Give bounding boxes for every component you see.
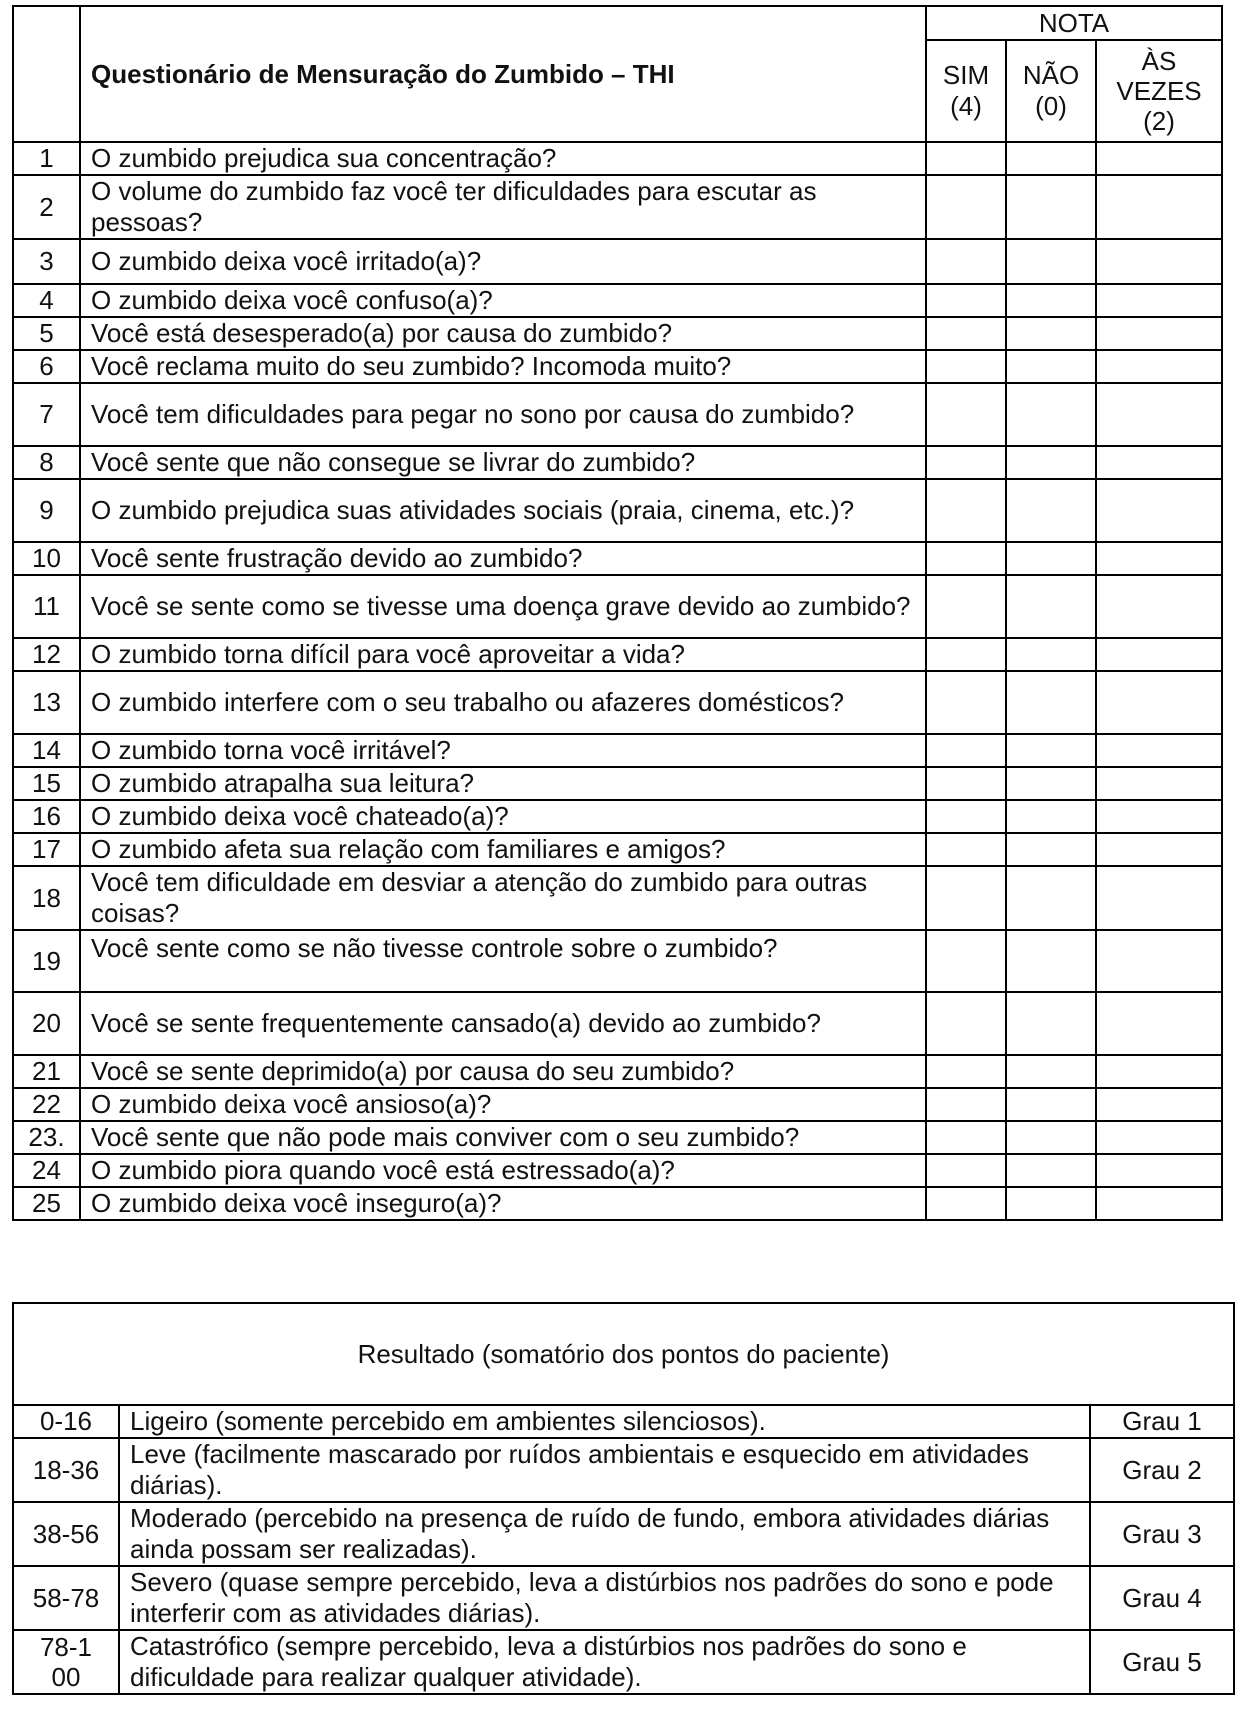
question-row — [13, 930, 1222, 992]
question-row — [13, 1154, 1222, 1187]
question-number: 16 — [13, 800, 80, 833]
question-number: 2 — [13, 175, 80, 239]
question-number: 21 — [13, 1055, 80, 1088]
answer-cell-as-vezes[interactable] — [1096, 239, 1222, 284]
grade-label: Grau 4 — [1090, 1566, 1234, 1630]
answer-cell-sim[interactable] — [926, 575, 1006, 638]
score-range: 78-100 — [13, 1630, 119, 1694]
answer-cell-nao[interactable] — [1006, 767, 1096, 800]
answer-cell-as-vezes[interactable] — [1096, 638, 1222, 671]
question-number: 12 — [13, 638, 80, 671]
answer-cell-as-vezes[interactable] — [1096, 930, 1222, 992]
answer-cell-as-vezes[interactable] — [1096, 1121, 1222, 1154]
answer-cell-sim[interactable] — [926, 383, 1006, 446]
column-header-sim — [926, 40, 1006, 142]
question-row — [13, 317, 1222, 350]
result-table — [12, 1302, 1235, 1695]
question-number: 11 — [13, 575, 80, 638]
answer-cell-nao[interactable] — [1006, 638, 1096, 671]
question-row — [13, 350, 1222, 383]
answer-cell-sim[interactable] — [926, 1121, 1006, 1154]
column-points: (4) — [950, 91, 982, 121]
answer-cell-as-vezes[interactable] — [1096, 800, 1222, 833]
question-text: O zumbido piora quando você está estressado(a)? — [80, 1154, 926, 1187]
question-text: Você reclama muito do seu zumbido? Incomoda muito? — [80, 350, 926, 383]
answer-cell-as-vezes[interactable] — [1096, 734, 1222, 767]
question-text: Você se sente como se tivesse uma doença grave devido ao zumbido? — [80, 575, 926, 638]
grade-label: Grau 2 — [1090, 1438, 1234, 1502]
answer-cell-sim[interactable] — [926, 930, 1006, 992]
severity-description: Leve (facilmente mascarado por ruídos ambientais e esquecido em atividades diárias). — [119, 1438, 1090, 1502]
answer-cell-nao[interactable] — [1006, 671, 1096, 734]
answer-cell-nao[interactable] — [1006, 542, 1096, 575]
question-row — [13, 542, 1222, 575]
severity-description: Severo (quase sempre percebido, leva a distúrbios nos padrões do sono e pode interferir com as atividades diárias). — [119, 1566, 1090, 1630]
answer-cell-as-vezes[interactable] — [1096, 446, 1222, 479]
question-number: 1 — [13, 142, 80, 175]
severity-description: Ligeiro (somente percebido em ambientes silenciosos). — [119, 1405, 1090, 1438]
result-row — [13, 1405, 1234, 1438]
answer-cell-sim[interactable] — [926, 1088, 1006, 1121]
question-text: Você sente frustração devido ao zumbido? — [80, 542, 926, 575]
answer-cell-as-vezes[interactable] — [1096, 1154, 1222, 1187]
question-number: 18 — [13, 866, 80, 930]
question-row — [13, 866, 1222, 930]
question-text: O zumbido deixa você irritado(a)? — [80, 239, 926, 284]
answer-cell-sim[interactable] — [926, 317, 1006, 350]
answer-cell-nao[interactable] — [1006, 446, 1096, 479]
score-range: 0-16 — [13, 1405, 119, 1438]
question-row — [13, 767, 1222, 800]
question-number: 25 — [13, 1187, 80, 1220]
question-text: O zumbido deixa você ansioso(a)? — [80, 1088, 926, 1121]
answer-cell-sim[interactable] — [926, 142, 1006, 175]
column-points: (2) — [1143, 106, 1175, 136]
answer-cell-nao[interactable] — [1006, 866, 1096, 930]
question-number: 6 — [13, 350, 80, 383]
answer-cell-sim[interactable] — [926, 1055, 1006, 1088]
answer-cell-nao[interactable] — [1006, 833, 1096, 866]
answer-cell-as-vezes[interactable] — [1096, 317, 1222, 350]
question-row — [13, 671, 1222, 734]
question-row — [13, 800, 1222, 833]
header-row-1 — [13, 6, 1222, 40]
answer-cell-as-vezes[interactable] — [1096, 383, 1222, 446]
answer-cell-sim[interactable] — [926, 446, 1006, 479]
severity-description: Moderado (percebido na presença de ruído de fundo, embora atividades diárias ainda possam ser realizadas). — [119, 1502, 1090, 1566]
answer-cell-sim[interactable] — [926, 833, 1006, 866]
answer-cell-nao[interactable] — [1006, 1154, 1096, 1187]
answer-cell-nao[interactable] — [1006, 992, 1096, 1055]
questionnaire-title: Questionário de Mensuração do Zumbido – THI — [80, 6, 926, 142]
grade-label: Grau 5 — [1090, 1630, 1234, 1694]
question-number: 3 — [13, 239, 80, 284]
question-row — [13, 734, 1222, 767]
question-text: Você se sente deprimido(a) por causa do seu zumbido? — [80, 1055, 926, 1088]
answer-cell-sim[interactable] — [926, 1154, 1006, 1187]
answer-cell-nao[interactable] — [1006, 142, 1096, 175]
answer-cell-as-vezes[interactable] — [1096, 284, 1222, 317]
answer-cell-nao[interactable] — [1006, 1121, 1096, 1154]
question-text: Você sente que não consegue se livrar do zumbido? — [80, 446, 926, 479]
answer-cell-as-vezes[interactable] — [1096, 992, 1222, 1055]
result-row — [13, 1438, 1234, 1502]
answer-cell-nao[interactable] — [1006, 1088, 1096, 1121]
answer-cell-sim[interactable] — [926, 1187, 1006, 1220]
answer-cell-nao[interactable] — [1006, 317, 1096, 350]
question-row — [13, 239, 1222, 284]
column-label: ÀS VEZES — [1116, 46, 1202, 106]
question-text: O zumbido torna difícil para você aproveitar a vida? — [80, 638, 926, 671]
answer-cell-as-vezes[interactable] — [1096, 142, 1222, 175]
answer-cell-nao[interactable] — [1006, 734, 1096, 767]
question-text: O zumbido interfere com o seu trabalho ou afazeres domésticos? — [80, 671, 926, 734]
answer-cell-as-vezes[interactable] — [1096, 767, 1222, 800]
question-text: O zumbido torna você irritável? — [80, 734, 926, 767]
result-row — [13, 1502, 1234, 1566]
question-number: 9 — [13, 479, 80, 542]
result-row — [13, 1630, 1234, 1694]
answer-cell-as-vezes[interactable] — [1096, 671, 1222, 734]
question-row — [13, 446, 1222, 479]
answer-cell-as-vezes[interactable] — [1096, 575, 1222, 638]
answer-cell-nao[interactable] — [1006, 930, 1096, 992]
question-rows — [13, 142, 1222, 1220]
answer-cell-sim[interactable] — [926, 350, 1006, 383]
question-text: O zumbido prejudica suas atividades sociais (praia, cinema, etc.)? — [80, 479, 926, 542]
question-number: 22 — [13, 1088, 80, 1121]
question-text: O volume do zumbido faz você ter dificuldades para escutar as pessoas? — [80, 175, 926, 239]
question-text: Você sente que não pode mais conviver com o seu zumbido? — [80, 1121, 926, 1154]
question-number: 23. — [13, 1121, 80, 1154]
answer-cell-nao[interactable] — [1006, 175, 1096, 239]
answer-cell-sim[interactable] — [926, 175, 1006, 239]
answer-cell-nao[interactable] — [1006, 800, 1096, 833]
answer-cell-nao[interactable] — [1006, 479, 1096, 542]
question-number: 4 — [13, 284, 80, 317]
answer-cell-sim[interactable] — [926, 638, 1006, 671]
score-range: 58-78 — [13, 1566, 119, 1630]
answer-cell-sim[interactable] — [926, 767, 1006, 800]
answer-cell-sim[interactable] — [926, 479, 1006, 542]
answer-cell-nao[interactable] — [1006, 239, 1096, 284]
question-row — [13, 1055, 1222, 1088]
question-row — [13, 1187, 1222, 1220]
answer-cell-as-vezes[interactable] — [1096, 175, 1222, 239]
answer-cell-as-vezes[interactable] — [1096, 866, 1222, 930]
grade-label: Grau 1 — [1090, 1405, 1234, 1438]
question-number: 14 — [13, 734, 80, 767]
questionnaire-table — [12, 5, 1223, 1221]
question-text: Você tem dificuldade em desviar a atenção do zumbido para outras coisas? — [80, 866, 926, 930]
answer-cell-as-vezes[interactable] — [1096, 350, 1222, 383]
question-number: 20 — [13, 992, 80, 1055]
question-row — [13, 479, 1222, 542]
question-row — [13, 284, 1222, 317]
answer-cell-sim[interactable] — [926, 284, 1006, 317]
question-number: 15 — [13, 767, 80, 800]
result-title-row — [13, 1303, 1234, 1405]
answer-cell-as-vezes[interactable] — [1096, 833, 1222, 866]
question-text: O zumbido deixa você confuso(a)? — [80, 284, 926, 317]
column-label: SIM — [942, 60, 990, 90]
answer-cell-as-vezes[interactable] — [1096, 479, 1222, 542]
answer-cell-as-vezes[interactable] — [1096, 1055, 1222, 1088]
question-row — [13, 575, 1222, 638]
question-text: O zumbido deixa você inseguro(a)? — [80, 1187, 926, 1220]
question-number: 24 — [13, 1154, 80, 1187]
answer-cell-sim[interactable] — [926, 800, 1006, 833]
result-rows — [13, 1405, 1234, 1694]
grade-label: Grau 3 — [1090, 1502, 1234, 1566]
answer-cell-nao[interactable] — [1006, 284, 1096, 317]
header-num-cell — [13, 6, 80, 142]
question-number: 13 — [13, 671, 80, 734]
answer-cell-sim[interactable] — [926, 866, 1006, 930]
score-range: 38-56 — [13, 1502, 119, 1566]
question-number: 8 — [13, 446, 80, 479]
answer-cell-as-vezes[interactable] — [1096, 1187, 1222, 1220]
answer-cell-sim[interactable] — [926, 239, 1006, 284]
question-number: 7 — [13, 383, 80, 446]
question-row — [13, 833, 1222, 866]
question-text: O zumbido atrapalha sua leitura? — [80, 767, 926, 800]
question-row — [13, 638, 1222, 671]
column-header-as-vezes — [1096, 40, 1222, 142]
column-header-nao — [1006, 40, 1096, 142]
answer-cell-nao[interactable] — [1006, 383, 1096, 446]
column-points: (0) — [1035, 91, 1067, 121]
answer-cell-sim[interactable] — [926, 542, 1006, 575]
answer-cell-nao[interactable] — [1006, 1055, 1096, 1088]
question-number: 19 — [13, 930, 80, 992]
answer-cell-nao[interactable] — [1006, 575, 1096, 638]
result-row — [13, 1566, 1234, 1630]
answer-cell-sim[interactable] — [926, 671, 1006, 734]
question-number: 10 — [13, 542, 80, 575]
question-row — [13, 175, 1222, 239]
question-text: O zumbido afeta sua relação com familiares e amigos? — [80, 833, 926, 866]
question-number: 5 — [13, 317, 80, 350]
answer-cell-sim[interactable] — [926, 734, 1006, 767]
question-row — [13, 1121, 1222, 1154]
question-row — [13, 1088, 1222, 1121]
question-row — [13, 992, 1222, 1055]
score-range: 18-36 — [13, 1438, 119, 1502]
answer-cell-as-vezes[interactable] — [1096, 542, 1222, 575]
nota-header: NOTA — [926, 6, 1222, 40]
question-text: Você sente como se não tivesse controle sobre o zumbido? — [80, 930, 926, 992]
answer-cell-sim[interactable] — [926, 992, 1006, 1055]
column-label: NÃO — [1022, 60, 1080, 90]
result-title: Resultado (somatório dos pontos do paciente) — [13, 1303, 1234, 1405]
question-text: O zumbido deixa você chateado(a)? — [80, 800, 926, 833]
question-text: Você está desesperado(a) por causa do zumbido? — [80, 317, 926, 350]
answer-cell-nao[interactable] — [1006, 350, 1096, 383]
severity-description: Catastrófico (sempre percebido, leva a distúrbios nos padrões do sono e dificuldade para realizar qualquer atividade). — [119, 1630, 1090, 1694]
question-number: 17 — [13, 833, 80, 866]
answer-cell-as-vezes[interactable] — [1096, 1088, 1222, 1121]
question-text: Você se sente frequentemente cansado(a) devido ao zumbido? — [80, 992, 926, 1055]
question-text: Você tem dificuldades para pegar no sono por causa do zumbido? — [80, 383, 926, 446]
question-text: O zumbido prejudica sua concentração? — [80, 142, 926, 175]
question-row — [13, 142, 1222, 175]
question-row — [13, 383, 1222, 446]
answer-cell-nao[interactable] — [1006, 1187, 1096, 1220]
